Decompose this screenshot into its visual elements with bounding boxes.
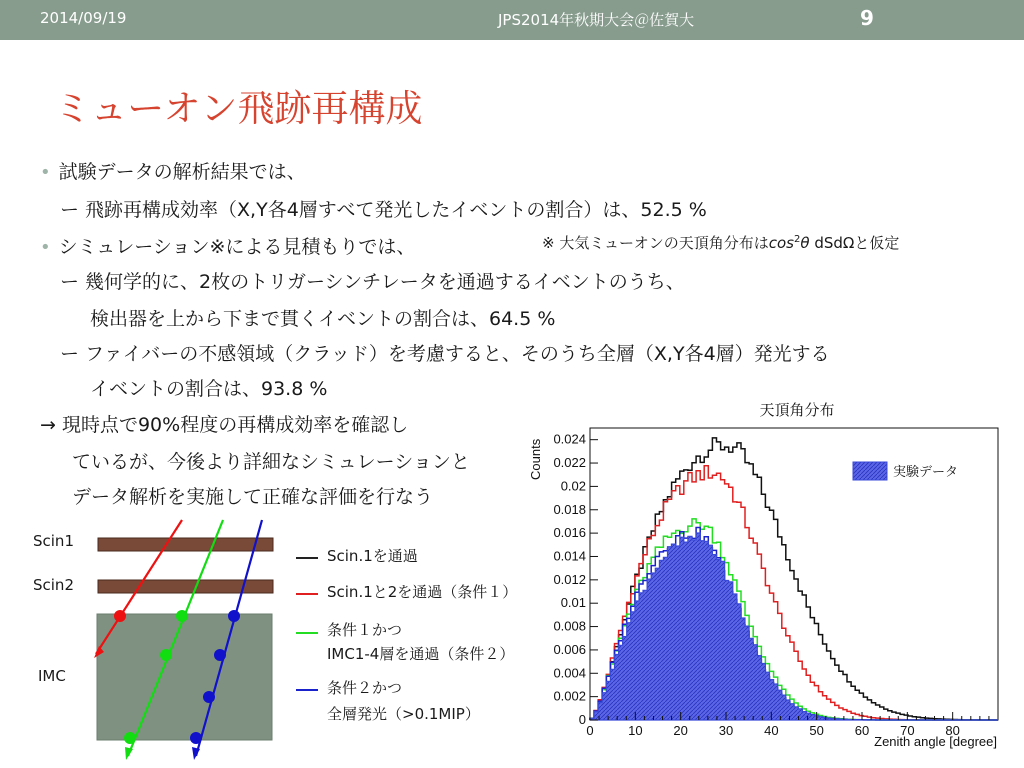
conclusion-line-1: → 現時点で90%程度の再構成効率を確認し	[40, 414, 409, 436]
legend-label-blue-2: 全層発光（>0.1MIP）	[327, 705, 480, 723]
hit-blue-4	[190, 732, 202, 744]
conclusion-line-3: データ解析を実施して正確な評価を行なう	[72, 486, 434, 508]
sub-line-1: ー 飛跡再構成効率（X,Y各4層すべて発光したイベントの割合）は、52.5 %	[60, 199, 707, 221]
bullet-line-2: • シミュレーション※による見積もりでは、	[40, 236, 416, 258]
assumption-note: ※ 大気ミューオンの天頂角分布は$\cos^2\theta$ dSdΩと仮定	[542, 234, 900, 252]
x-tick-label: 70	[900, 723, 915, 738]
slide-title: ミューオン飛跡再構成	[54, 87, 423, 130]
scin2-bar	[98, 580, 273, 593]
chart-legend	[853, 462, 958, 480]
chart-legend-label: 実験データ	[893, 464, 959, 479]
header-bar	[0, 0, 1024, 40]
imc-label: IMC	[38, 667, 66, 685]
y-tick-label: 0.006	[553, 641, 586, 657]
x-tick-label: 40	[764, 723, 779, 738]
y-tick-label: 0.02	[560, 478, 586, 494]
y-tick-label: 0.008	[553, 618, 586, 634]
x-tick-label: 60	[854, 723, 870, 738]
page-number: 9	[860, 6, 874, 30]
x-tick-label: 30	[718, 723, 734, 738]
x-tick-label: 50	[809, 723, 824, 738]
x-tick-label: 20	[673, 723, 688, 738]
header-conference: JPS2014年秋期大会＠佐賀大	[498, 11, 695, 29]
y-tick-label: 0.002	[553, 688, 586, 704]
hit-blue-1	[228, 610, 240, 622]
bullet-marker: •	[40, 237, 51, 258]
conclusion-line-2: ているが、今後より詳細なシミュレーションと	[72, 451, 470, 473]
bullet-marker: •	[40, 162, 51, 183]
bullet-line-1: • 試験データの解析結果では、	[40, 161, 306, 183]
hit-blue-3	[203, 691, 215, 703]
legend-label-black: Scin.1を通過	[327, 547, 418, 565]
y-axis-label: Counts	[528, 438, 543, 480]
scin1-label: Scin1	[33, 532, 74, 550]
sub-line-2-cont: 検出器を上から下まで貫くイベントの割合は、64.5 %	[90, 308, 556, 330]
header-date: 2014/09/19	[40, 9, 127, 27]
legend-label-green: 条件１かつ	[327, 621, 403, 639]
legend-label-blue: 条件２かつ	[327, 679, 403, 697]
legend-line-blue	[296, 689, 318, 691]
chart-title: 天頂角分布	[759, 402, 835, 419]
y-tick-label: 0.024	[553, 431, 586, 447]
chart-legend-swatch	[853, 462, 887, 480]
y-tick-label: 0	[578, 712, 586, 727]
hit-green-2	[160, 649, 172, 661]
x-tick-label: 80	[945, 723, 960, 738]
scin1-bar	[98, 538, 273, 551]
legend-label-red: Scin.1と2を通過（条件１）	[327, 583, 518, 601]
y-tick-label: 0.014	[553, 548, 586, 564]
legend-label-green-2: IMC1-4層を通過（条件２）	[327, 645, 515, 663]
hit-red	[114, 610, 126, 622]
y-tick-label: 0.004	[553, 665, 586, 681]
y-tick-label: 0.01	[560, 595, 586, 611]
imc-block	[97, 614, 272, 740]
scin2-label: Scin2	[33, 576, 74, 594]
hit-blue-2	[214, 649, 226, 661]
legend-line-black	[296, 557, 318, 559]
sub-line-3: ー ファイバーの不感領域（クラッド）を考慮すると、そのうち全層（X,Y各4層）発光する	[60, 343, 830, 365]
x-tick-label: 10	[628, 723, 643, 738]
y-tick-label: 0.012	[553, 571, 586, 587]
sub-line-2: ー 幾何学的に、2枚のトリガーシンチレータを通過するイベントのうち、	[60, 271, 685, 293]
x-axis-label: Zenith angle [degree]	[874, 734, 997, 749]
zenith-histogram	[525, 398, 1020, 756]
y-tick-label: 0.022	[553, 455, 586, 471]
legend-line-red	[296, 593, 318, 595]
y-tick-label: 0.016	[553, 525, 586, 541]
legend-line-green	[296, 632, 318, 634]
y-tick-label: 0.018	[553, 501, 586, 517]
hit-green-3	[124, 732, 136, 744]
sub-line-3-cont: イベントの割合は、93.8 %	[90, 378, 328, 400]
x-tick-label: 0	[586, 723, 594, 738]
hit-green-1	[176, 610, 188, 622]
